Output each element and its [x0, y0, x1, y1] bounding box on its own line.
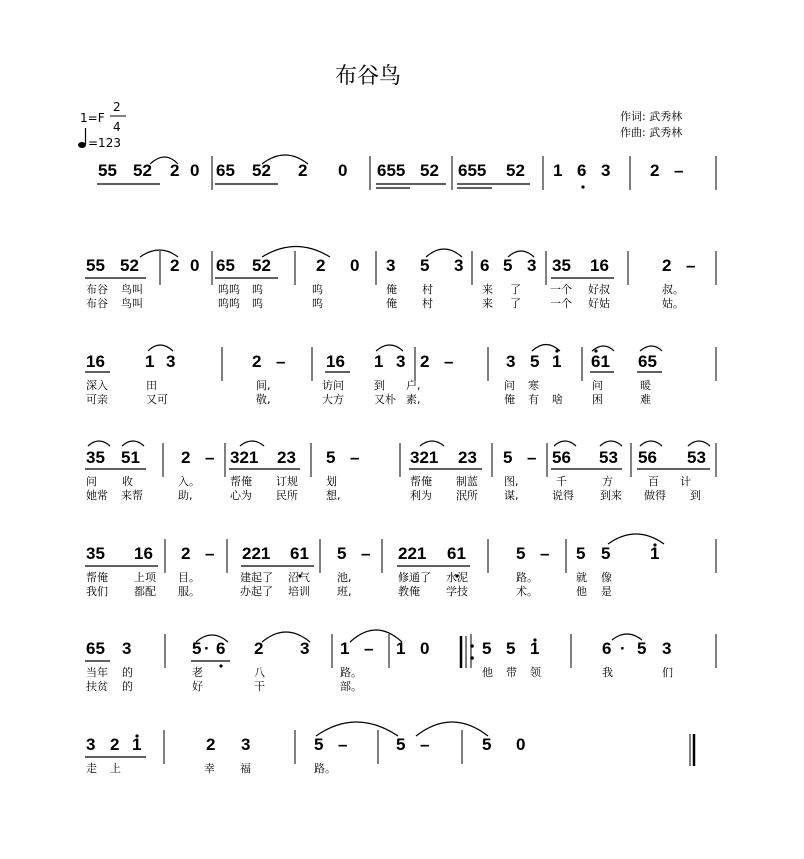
lyric-verse-1: 间, — [256, 379, 271, 392]
lyric-verse-2: 来帮 — [121, 489, 143, 502]
note: 61 — [447, 544, 466, 563]
lyric-verse-1: 帮俺 — [86, 571, 108, 584]
lyric-verse-2: 姑。 — [662, 297, 684, 310]
note: 52 — [120, 256, 139, 275]
lyric-verse-1: 走 — [86, 762, 97, 775]
note: 6 — [216, 639, 226, 658]
note: 655 — [377, 161, 406, 180]
note: – — [338, 735, 348, 754]
lyric-verse-1: 计 — [680, 475, 691, 488]
lyric-verse-2: 心为 — [230, 489, 252, 502]
note: – — [674, 161, 684, 180]
note: 52 — [420, 161, 439, 180]
lyric-verse-1: 池, — [337, 571, 352, 584]
note: 0 — [338, 161, 348, 180]
note: 1 — [650, 544, 660, 563]
lyric-verse-2: 她常 — [86, 489, 108, 502]
note: 1 — [340, 639, 350, 658]
lyric-verse-2: 俺 — [504, 393, 515, 406]
note: 321 — [230, 448, 259, 467]
note: 1 — [552, 352, 562, 371]
lyric-verse-1: 问 — [592, 379, 603, 392]
lyric-verse-1: 呜 — [312, 283, 323, 296]
lyric-verse-1: 深入 — [86, 379, 108, 392]
lyric-verse-2: 学技 — [446, 585, 468, 598]
lyric-verse-2: 大方 — [322, 393, 344, 406]
note: 2 — [298, 161, 308, 180]
note: 321 — [410, 448, 439, 467]
note: 3 — [300, 639, 310, 658]
note: 61 — [591, 352, 610, 371]
note: 2 — [181, 448, 191, 467]
note: 35 — [86, 544, 105, 563]
note: 0 — [516, 735, 526, 754]
note: 2 — [181, 544, 191, 563]
note: 221 — [242, 544, 271, 563]
lyric-verse-2: 难 — [640, 393, 651, 406]
slur — [88, 441, 110, 446]
lyric-verse-1: 寒 — [528, 379, 539, 392]
note: 3 — [662, 639, 672, 658]
note: · — [204, 639, 210, 658]
note: 61 — [290, 544, 309, 563]
note: 16 — [86, 352, 105, 371]
lyric-verse-2: 啥 — [552, 393, 563, 406]
lyric-verse-2: 谋, — [504, 489, 519, 502]
slur — [240, 441, 264, 446]
low-octave-dot — [581, 185, 584, 188]
lyric-verse-2: 困 — [592, 393, 603, 406]
lyric-verse-1: 的 — [122, 666, 133, 679]
note: 2 — [110, 735, 120, 754]
note: · — [620, 639, 626, 658]
note: – — [527, 448, 537, 467]
lyric-verse-2: 布谷 — [86, 297, 108, 310]
lyric-verse-2: 来 — [482, 297, 493, 310]
lyric-verse-1: 户, — [406, 379, 421, 392]
note: – — [686, 256, 696, 275]
lyric-verse-1: 方 — [602, 475, 613, 488]
lyric-verse-1: 俺 — [386, 283, 397, 296]
note: – — [276, 352, 286, 371]
note: 65 — [216, 256, 235, 275]
note: 16 — [590, 256, 609, 275]
lyric-verse-2: 呜 — [312, 297, 323, 310]
note: 655 — [458, 161, 487, 180]
note: 6 — [480, 256, 490, 275]
note: 5 — [326, 448, 336, 467]
slur — [148, 345, 173, 351]
note: 65 — [216, 161, 235, 180]
note: 2 — [170, 161, 180, 180]
note: 5 — [637, 639, 647, 658]
slur — [122, 441, 144, 446]
lyric-verse-2: 的 — [122, 680, 133, 693]
lyric-verse-1: 划 — [326, 475, 337, 488]
lyric-verse-2: 了 — [510, 297, 521, 310]
note: – — [420, 735, 430, 754]
lyric-verse-1: 帮俺 — [410, 475, 432, 488]
note: 6 — [577, 161, 587, 180]
note: 35 — [552, 256, 571, 275]
lyric-verse-2: 术。 — [516, 585, 538, 598]
lyric-verse-1: 上 — [110, 762, 121, 775]
note: – — [205, 448, 215, 467]
lyric-verse-1: 村 — [422, 283, 433, 296]
lyric-verse-2: 又可 — [146, 393, 168, 406]
slur — [600, 441, 622, 446]
tempo-marking: =123 — [88, 136, 121, 150]
lyric-verse-1: 老 — [192, 666, 203, 679]
lyric-verse-2: 鸟叫 — [121, 297, 143, 310]
note: 1 — [530, 639, 540, 658]
note: 5 — [396, 735, 406, 754]
time-signature-bottom: 4 — [113, 120, 121, 134]
note: 3 — [386, 256, 396, 275]
slur — [350, 630, 402, 642]
lyric-verse-1: 目。 — [178, 571, 200, 584]
lyric-verse-2: 到 — [690, 489, 701, 502]
note: 5 — [420, 256, 430, 275]
lyric-verse-2: 利为 — [410, 489, 432, 502]
lyric-verse-2: 好 — [192, 680, 203, 693]
lyric-verse-1: 像 — [601, 571, 612, 584]
note: 56 — [552, 448, 571, 467]
lyric-verse-1: 来 — [482, 283, 493, 296]
lyric-verse-1: 水泥 — [446, 571, 468, 584]
lyric-verse-1: 问 — [504, 379, 515, 392]
note: 0 — [190, 161, 200, 180]
lyric-verse-2: 做得 — [644, 489, 666, 502]
note: 5 — [516, 544, 526, 563]
lyric-verse-1: 千 — [556, 475, 567, 488]
lyric-verse-2: 他 — [576, 585, 587, 598]
note: 5 — [503, 448, 513, 467]
slur — [640, 441, 662, 446]
note: – — [361, 544, 371, 563]
note: 53 — [687, 448, 706, 467]
note: 52 — [252, 161, 271, 180]
lyric-verse-2: 可亲 — [86, 393, 108, 406]
note: – — [350, 448, 360, 467]
note: 5 — [482, 639, 492, 658]
note: 5 — [576, 544, 586, 563]
slur — [420, 441, 444, 446]
note: 5 — [314, 735, 324, 754]
note: 221 — [398, 544, 427, 563]
note: 2 — [420, 352, 430, 371]
lyric-verse-1: 订规 — [276, 475, 298, 488]
note: 55 — [98, 161, 117, 180]
lyric-verse-2: 到来 — [600, 489, 622, 502]
slur — [688, 441, 710, 446]
note: 1 — [132, 735, 142, 754]
note: 2 — [206, 735, 216, 754]
lyric-verse-1: 布谷 — [86, 283, 108, 296]
slur — [554, 441, 576, 446]
note: 5 — [503, 256, 513, 275]
note: 52 — [133, 161, 152, 180]
note: 65 — [638, 352, 657, 371]
song-title: 布谷鸟 — [335, 64, 402, 89]
lyric-verse-1: 好叔 — [588, 283, 610, 296]
time-signature-top: 2 — [113, 100, 121, 114]
note: 2 — [316, 256, 326, 275]
lyric-verse-1: 福 — [240, 762, 251, 775]
lyric-verse-1: 幸 — [204, 762, 215, 775]
lyric-verse-2: 部。 — [340, 680, 362, 693]
lyric-verse-1: 八 — [254, 666, 265, 679]
slur — [608, 534, 664, 544]
note: 53 — [599, 448, 618, 467]
lyric-verse-1: 问 — [86, 475, 97, 488]
note: – — [205, 544, 215, 563]
lyric-verse-1: 暖 — [640, 379, 651, 392]
slur — [640, 346, 662, 351]
lyric-verse-2: 我们 — [86, 585, 108, 598]
lyric-verse-1: 图, — [504, 475, 519, 488]
note: 2 — [252, 352, 262, 371]
lyric-verse-1: 路。 — [314, 762, 336, 775]
slur — [316, 722, 398, 736]
lyric-verse-2: 班, — [337, 585, 352, 598]
note: 5 — [506, 639, 516, 658]
note: 55 — [86, 256, 105, 275]
lyric-verse-1: 一个 — [550, 283, 572, 296]
note: 23 — [277, 448, 296, 467]
note: 3 — [86, 735, 96, 754]
lyric-verse-1: 就 — [576, 571, 587, 584]
lyric-verse-1: 了 — [510, 283, 521, 296]
note: 2 — [662, 256, 672, 275]
lyric-verse-2: 想, — [326, 489, 341, 502]
lyric-verse-1: 带 — [506, 666, 517, 679]
lyric-verse-2: 有 — [528, 393, 539, 406]
lyric-verse-1: 我 — [602, 666, 613, 679]
lyric-verse-1: 路。 — [516, 571, 538, 584]
note: 51 — [121, 448, 140, 467]
lyric-verse-1: 沼气 — [288, 571, 310, 584]
note: 3 — [122, 639, 132, 658]
lyric-verse-2: 俺 — [386, 297, 397, 310]
note: 3 — [396, 352, 406, 371]
lyric-verse-2: 泯所 — [456, 489, 478, 502]
note: 0 — [350, 256, 360, 275]
note: 0 — [420, 639, 430, 658]
quarter-note-icon — [78, 142, 86, 148]
slur — [376, 345, 403, 351]
lyric-verse-2: 呜 — [252, 297, 263, 310]
lyric-verse-1: 他 — [482, 666, 493, 679]
note: 2 — [170, 256, 180, 275]
note: – — [444, 352, 454, 371]
lyric-verse-2: 敬, — [256, 393, 271, 406]
lyric-verse-1: 领 — [530, 666, 541, 679]
note: 5 — [601, 544, 611, 563]
lyric-verse-1: 制蓝 — [456, 475, 478, 488]
lyric-verse-2: 是 — [601, 585, 612, 598]
lyric-verse-1: 呜呜 — [218, 283, 240, 296]
lyric-verse-2: 村 — [422, 297, 433, 310]
lyric-verse-2: 好姑 — [588, 297, 610, 310]
lyric-verse-1: 叔。 — [662, 283, 684, 296]
note: 0 — [190, 256, 200, 275]
lyric-verse-1: 建起了 — [240, 571, 273, 584]
lyric-verse-2: 呜呜 — [218, 297, 240, 310]
note: 3 — [527, 256, 537, 275]
note: 1 — [396, 639, 406, 658]
note: 52 — [506, 161, 525, 180]
note: 65 — [86, 639, 105, 658]
lyric-verse-2: 素, — [406, 393, 421, 406]
note: 6 — [602, 639, 612, 658]
lyric-verse-1: 当年 — [86, 666, 108, 679]
note: 1 — [553, 161, 563, 180]
note: 16 — [134, 544, 153, 563]
lyric-verse-2: 办起了 — [240, 585, 273, 598]
lyric-verse-2: 说得 — [552, 489, 574, 502]
note: 3 — [166, 352, 176, 371]
lyric-verse-2: 培训 — [288, 585, 310, 598]
lyric-verse-2: 民所 — [276, 489, 298, 502]
slur — [416, 722, 488, 736]
lyric-verse-2: 又朴 — [374, 393, 396, 406]
note: 5 — [337, 544, 347, 563]
note: 16 — [326, 352, 345, 371]
note: 1 — [374, 352, 384, 371]
lyric-verse-1: 田 — [146, 379, 157, 392]
note: 56 — [638, 448, 657, 467]
lyric-verse-1: 到 — [374, 379, 385, 392]
lyric-verse-1: 修通了 — [398, 571, 431, 584]
lyric-verse-1: 帮俺 — [230, 475, 252, 488]
note: 35 — [86, 448, 105, 467]
note: 3 — [241, 735, 251, 754]
lyric-verse-2: 一个 — [550, 297, 572, 310]
lyric-verse-1: 收 — [122, 475, 133, 488]
lyric-verse-1: 路。 — [340, 666, 362, 679]
composer-credit: 作曲: 武秀林 — [620, 126, 683, 139]
note: 2 — [254, 639, 264, 658]
lyric-verse-1: 百 — [648, 475, 659, 488]
note: 3 — [454, 256, 464, 275]
note: 5 — [530, 352, 540, 371]
lyric-verse-2: 助, — [178, 489, 193, 502]
lyric-verse-1: 鸟叫 — [121, 283, 143, 296]
low-octave-dot — [219, 664, 222, 667]
note: 23 — [458, 448, 477, 467]
lyric-verse-2: 干 — [254, 680, 265, 693]
lyric-verse-1: 上项 — [134, 571, 156, 584]
note: 52 — [252, 256, 271, 275]
note: 5 — [482, 735, 492, 754]
note: – — [364, 639, 374, 658]
note: 3 — [506, 352, 516, 371]
note: – — [540, 544, 550, 563]
lyric-verse-2: 服。 — [178, 585, 200, 598]
lyric-verse-2: 都配 — [134, 585, 156, 598]
lyric-verse-1: 入。 — [178, 475, 200, 488]
lyric-verse-1: 访问 — [322, 379, 344, 392]
lyricist-credit: 作词: 武秀林 — [620, 110, 683, 123]
lyric-verse-2: 教俺 — [398, 585, 420, 598]
lyric-verse-2: 扶贫 — [86, 680, 108, 693]
lyric-verse-1: 呜 — [252, 283, 263, 296]
key-signature: 1=F — [80, 111, 105, 125]
note: 5 — [192, 639, 202, 658]
lyric-verse-1: 们 — [662, 666, 673, 679]
note: 3 — [601, 161, 611, 180]
note: 1 — [145, 352, 155, 371]
note: 2 — [650, 161, 660, 180]
